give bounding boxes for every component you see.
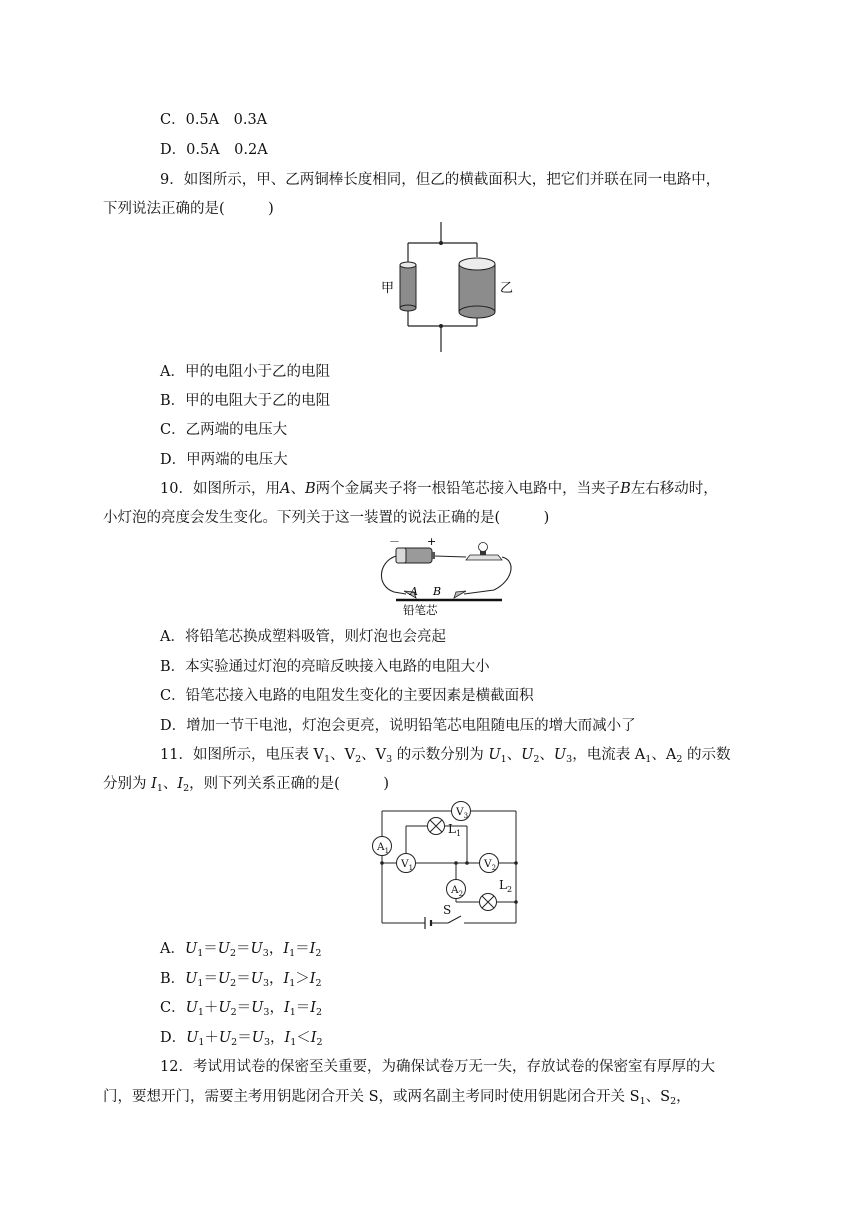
- q9-stem-line2: 下列说法正确的是( ): [103, 201, 274, 217]
- q11-option-b: B．$U_1=U_2=U_3$，$I_1>I_2$: [160, 971, 322, 989]
- q11-option-a: A．$U_1=U_2=U_3$，$I_1=I_2$: [160, 941, 322, 959]
- q11-label-l1: $L_1$: [448, 822, 462, 838]
- q9-label-jia: 甲: [381, 281, 395, 296]
- q11-meter-a2: $A_2$: [451, 884, 464, 898]
- q9-label-yi: 乙: [500, 281, 514, 296]
- q9-option-d: D．甲两端的电压大: [160, 452, 288, 468]
- q8-option-d: D．0.5A 0.2A: [160, 142, 268, 158]
- q10-caption-pencil-lead: 铅笔芯: [403, 603, 438, 616]
- q10-option-c: C．铅笔芯接入电路的电阻发生变化的主要因素是横截面积: [160, 688, 534, 704]
- q9-option-c: C．乙两端的电压大: [160, 422, 288, 438]
- q10-label-clip-b: B: [433, 585, 442, 598]
- q10-stem-line2: 小灯泡的亮度会发生变化。下列关于这一装置的说法正确的是( ): [103, 510, 550, 526]
- var-b: B: [620, 481, 631, 497]
- q11-meter-v2: $V_2$: [484, 858, 497, 872]
- var-b: B: [304, 481, 316, 497]
- q11-option-c: C．$U_1+U_2=U_3$，$I_1=I_2$: [160, 1000, 323, 1018]
- q10-option-d: D．增加一节干电池，灯泡会更亮，说明铅笔芯电阻随电压的增大而减小了: [160, 718, 636, 734]
- q10-option-b: B．本实验通过灯泡的亮暗反映接入电路的电阻大小: [160, 659, 490, 675]
- q12-stem-line1: 12．考试用试卷的保密至关重要，为确保试卷万无一失，存放试卷的保密室有厚厚的大: [160, 1059, 715, 1075]
- q11-stem-line2: 分别为 $I_1$、$I_2$，则下列关系正确的是( ): [103, 776, 389, 794]
- q11-meter-a1: $A_1$: [377, 841, 390, 855]
- q12-stem-line2: 门，要想开门，需要主考用钥匙闭合开关 S，或两名副主考同时使用钥匙闭合开关 $S_1$、$S_2$，: [103, 1089, 691, 1107]
- q10-label-minus: －: [389, 535, 400, 548]
- var-a: A: [279, 481, 291, 497]
- q11-meter-v3: $V_3$: [456, 806, 469, 820]
- q9-stem-line1: 9．如图所示，甲、乙两铜棒长度相同，但乙的横截面积大，把它们并联在同一电路中，: [160, 172, 721, 188]
- q11-label-switch: S: [443, 903, 452, 917]
- q11-label-l2: $L_2$: [499, 878, 513, 894]
- q11-option-d: D．$U_1+U_2=U_3$，$I_1<I_2$: [160, 1030, 323, 1048]
- q9-option-a: A．甲的电阻小于乙的电阻: [160, 364, 330, 380]
- q11-stem-line1: 11．如图所示，电压表 $V_1$、$V_2$、$V_3$ 的示数分别为 $U_1$、$U_2$、$U_3$，电流表 $A_1$、$A_2$ 的示数: [160, 747, 731, 765]
- q9-option-b: B．甲的电阻大于乙的电阻: [160, 393, 331, 409]
- q10-option-a: A．将铅笔芯换成塑料吸管，则灯泡也会亮起: [160, 629, 446, 645]
- q10-figure-pencil-lead-circuit: [374, 534, 524, 616]
- q11-meter-v1: $V_1$: [401, 858, 414, 872]
- q10-label-plus: +: [427, 535, 437, 548]
- q9-figure-copper-rods: [378, 222, 518, 354]
- q8-option-c: C．0.5A 0.3A: [160, 112, 268, 128]
- q10-stem-line1: 10．如图所示，用A、B两个金属夹子将一根铅笔芯接入电路中，当夹子B左右移动时，: [160, 481, 718, 497]
- q11-figure-circuit: [368, 796, 528, 930]
- q10-label-clip-a: A: [410, 585, 418, 598]
